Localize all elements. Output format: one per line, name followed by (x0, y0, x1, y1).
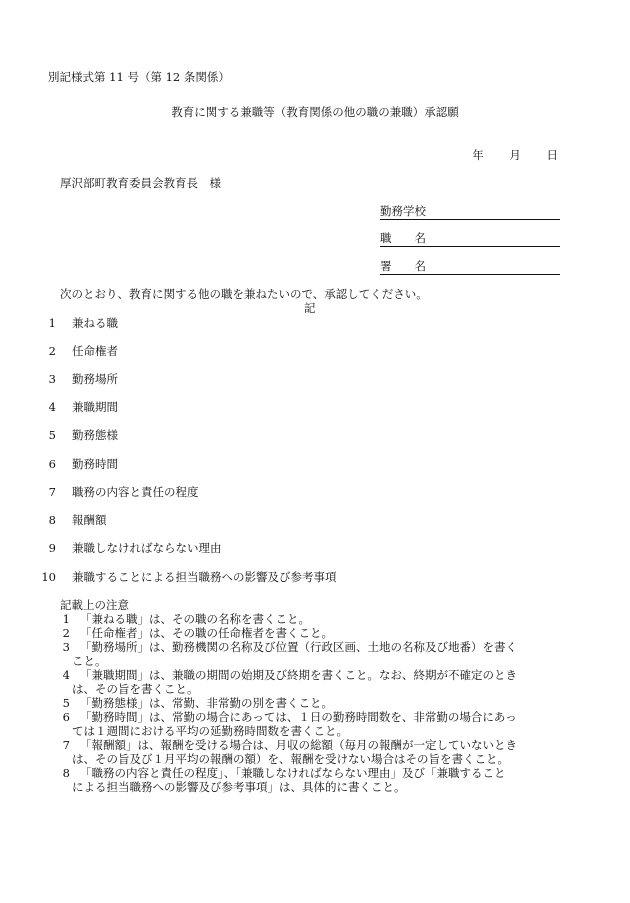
item-number: 6 (48, 457, 56, 471)
request-text: 次のとおり、教育に関する他の職を兼ねたいので、承認してください。 (60, 287, 428, 301)
item-number: 9 (48, 541, 56, 555)
item-label: 兼職することによる担当職務への影響及び参考事項 (72, 570, 337, 584)
note-text: こと。 (72, 654, 107, 668)
item-number: 1 (48, 316, 56, 330)
item-number: 4 (48, 400, 56, 414)
name-field[interactable] (380, 258, 560, 275)
date-line (450, 150, 558, 162)
addressee: 厚沢部町教育委員会教育長 様 (60, 176, 221, 190)
note-text: は、その旨及び１月平均の報酬の額）を、報酬を受けない場合はその旨を書くこと。 (72, 752, 509, 766)
note-text: 「勤務態様」は、常勤、非常勤の別を書くこと。 (80, 696, 333, 710)
item-label: 職務の内容と責任の程度 (72, 485, 199, 499)
school-label: 勤務学校 (380, 203, 426, 218)
note-text: ては１週間における平均の延勤務時間数を書くこと。 (72, 724, 348, 738)
item-label: 勤務場所 (72, 372, 118, 386)
note-number: 7 (62, 738, 70, 752)
page-title: 教育に関する兼職等（教育関係の他の職の兼職）承認願 (171, 105, 459, 119)
note-text: は、その旨を書くこと。 (72, 682, 199, 696)
date-year: 年 (472, 148, 484, 162)
note-number: 3 (62, 640, 70, 654)
note-number: 2 (62, 626, 70, 640)
item-label: 報酬額 (72, 513, 107, 527)
note-number: 6 (62, 710, 70, 724)
item-number: 5 (48, 428, 56, 442)
note-text: による担当職務への影響及び参考事項」は、具体的に書くこと。 (72, 780, 406, 794)
item-label: 任命権者 (72, 344, 118, 358)
date-day: 日 (546, 148, 558, 162)
position-label: 職 名 (380, 230, 426, 245)
school-field[interactable] (380, 203, 560, 220)
note-number: 8 (62, 766, 70, 780)
note-text: 「勤務場所」は、勤務機関の名称及び位置（行政区画、土地の名称及び地番）を書く (80, 640, 517, 654)
note-text: 「兼職期間」は、兼職の期間の始期及び終期を書くこと。なお、終期が不確定のとき (80, 668, 517, 682)
item-number: 7 (48, 485, 56, 499)
ki-heading: 記 (304, 301, 316, 315)
name-label: 署 名 (380, 258, 426, 273)
note-text: 「兼ねる職」は、その職の名称を書くこと。 (80, 612, 310, 626)
position-field[interactable] (380, 230, 560, 247)
note-text: 「勤務時間」は、常勤の場合にあっては、１日の勤務時間数を、非常勤の場合にあっ (80, 710, 517, 724)
item-label: 兼職しなければならない理由 (72, 541, 222, 555)
item-number: 2 (48, 344, 56, 358)
note-text: 「報酬額」は、報酬を受ける場合は、月収の総額（毎月の報酬が一定していないとき (80, 738, 517, 752)
item-number: 8 (48, 513, 56, 527)
note-text: 「任命権者」は、その職の任命権者を書くこと。 (80, 626, 333, 640)
note-number: 4 (62, 668, 70, 682)
note-text: 「職務の内容と責任の程度」、「兼職しなければならない理由」及び「兼職すること (80, 766, 506, 780)
item-number: 3 (48, 372, 56, 386)
item-label: 勤務態様 (72, 428, 118, 442)
note-number: 1 (62, 612, 70, 626)
item-label: 兼職期間 (72, 400, 118, 414)
item-number: 10 (41, 570, 56, 584)
note-number: 5 (62, 696, 70, 710)
item-label: 勤務時間 (72, 457, 118, 471)
form-number: 別記様式第 11 号（第 12 条関係） (48, 70, 230, 84)
item-label: 兼ねる職 (72, 316, 118, 330)
date-month: 月 (509, 148, 521, 162)
notes-heading: 記載上の注意 (60, 598, 129, 612)
